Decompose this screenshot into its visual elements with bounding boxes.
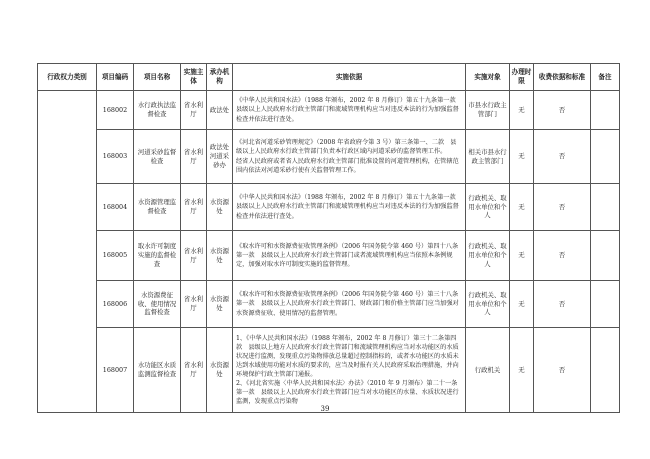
item-name: 河道采砂监督检查	[134, 130, 181, 184]
item-target: 相关市县水行政主管部门	[466, 130, 510, 184]
header-item-code: 项目编码	[97, 64, 134, 91]
item-target: 行政机关、取用水单位和个人	[466, 281, 510, 328]
item-name: 水行政执法监督检查	[134, 91, 181, 130]
header-note: 备注	[591, 64, 620, 91]
item-fee: 否	[534, 281, 591, 328]
item-code: 168003	[97, 130, 134, 184]
item-note	[591, 91, 620, 130]
header-basis: 实施依据	[233, 64, 466, 91]
item-note	[591, 231, 620, 281]
header-row	[38, 64, 620, 91]
item-name: 水资源费征收、使用情况监督检查	[134, 281, 181, 328]
item-basis: 《中华人民共和国水法》（1988 年颁布，2002 年 8 月修订）第五十九条第一款 县级以上人民政府水行政主管部门和流域管理机构应当对违反本法的行为加强监督检查并依法进行查处。	[233, 184, 466, 231]
item-note	[591, 281, 620, 328]
item-time-limit: 无	[510, 231, 534, 281]
item-fee: 否	[534, 184, 591, 231]
item-code: 168004	[97, 184, 134, 231]
item-time-limit: 无	[510, 328, 534, 413]
item-office: 水资源处	[207, 281, 233, 328]
item-fee: 否	[534, 130, 591, 184]
header-fee: 收费依据和标准	[534, 64, 591, 91]
item-office: 政法处河道采砂办	[207, 130, 233, 184]
header-item-name: 项目名称	[134, 64, 181, 91]
item-time-limit: 无	[510, 281, 534, 328]
item-fee: 否	[534, 91, 591, 130]
header-time-limit: 办理时限	[510, 64, 534, 91]
item-code: 168005	[97, 231, 134, 281]
item-basis: 《河北省河道采砂管理规定》（2008 年省政府令第 3 号）第三条第一、二款 县级以上人民政府水行政主管部门负责本行政区域内河道采砂的监督管理工作。 经省人民政府或者省人民政府水行政主管部门批准设置的河道管理机构，在管辖范围内依法对河道采砂行使有关监督管理工作。	[233, 130, 466, 184]
item-subject: 省水利厅	[181, 184, 207, 231]
item-office: 水资源处	[207, 184, 233, 231]
header-subject: 实施主体	[181, 64, 207, 91]
item-name: 水功能区水质监测监督检查	[134, 328, 181, 413]
item-name: 水资源管理监督检查	[134, 184, 181, 231]
power-category-cell	[38, 91, 97, 413]
page-number: 39	[320, 405, 330, 413]
table-row	[38, 91, 620, 130]
table-row	[38, 281, 620, 328]
item-time-limit: 无	[510, 184, 534, 231]
item-note	[591, 130, 620, 184]
table-row	[38, 231, 620, 281]
item-time-limit: 无	[510, 91, 534, 130]
item-subject: 省水利厅	[181, 91, 207, 130]
item-office: 政法处	[207, 91, 233, 130]
item-basis: 1、《中华人民共和国水法》（1988 年颁布，2002 年 8 月修订）第三十二条第四款 县级以上地方人民政府水行政主管部门和流域管理机构应当对水功能区的水质状况进行监测，发现重点污染物排放总量超过控制指标的，或者水功能区的水质未达到水域使用功能对水质的要求的，应当及时报有关人民政府采取治理措施，并向环境保护行政主管部门通报。 2、《河北省实施〈中华人民共和国水法〉办法》（2010 年 9 月颁布）第二十一条第一款 县级以上人民政府水行政主管部门应当对水功能区的水量、水质状况进行监测，发现重点污染物	[233, 328, 466, 413]
header-office: 承办机构	[207, 64, 233, 91]
item-target: 行政机关、取用水单位和个人	[466, 184, 510, 231]
item-code: 168007	[97, 328, 134, 413]
item-office: 水资源处	[207, 231, 233, 281]
table-row	[38, 184, 620, 231]
item-subject: 省水利厅	[181, 231, 207, 281]
power-list-table	[37, 63, 620, 413]
item-subject: 省水利厅	[181, 281, 207, 328]
item-target: 市县水行政主管部门	[466, 91, 510, 130]
item-office: 水资源处	[207, 328, 233, 413]
item-code: 168002	[97, 91, 134, 130]
item-fee: 否	[534, 231, 591, 281]
item-basis: 《取水许可和水资源费征收管理条例》（2006 年国务院令第 460 号）第三十八条第一款 县级以上人民政府水行政主管部门、财政部门和价格主管部门应当加强对水资源费征收、使用情况的监督管理。	[233, 281, 466, 328]
item-note	[591, 184, 620, 231]
header-target: 实施对象	[466, 64, 510, 91]
item-subject: 省水利厅	[181, 130, 207, 184]
item-basis: 《取水许可和水资源费征收管理条例》（2006 年国务院令第 460 号）第四十八条第一款 县级以上人民政府水行政主管部门或者流域管理机构应当依照本条例规定，加强对取水许可制度实施的监督管理。	[233, 231, 466, 281]
item-target: 行政机关、取用水单位和个人	[466, 231, 510, 281]
table-row	[38, 130, 620, 184]
item-target: 行政机关	[466, 328, 510, 413]
item-note	[591, 328, 620, 413]
item-fee: 否	[534, 328, 591, 413]
item-subject: 省水利厅	[181, 328, 207, 413]
item-time-limit: 无	[510, 130, 534, 184]
item-basis: 《中华人民共和国水法》（1988 年颁布，2002 年 8 月修订）第五十九条第一款 县级以上人民政府水行政主管部门和流域管理机构应当对违反本法的行为加强监督检查并依法进行查处。	[233, 91, 466, 130]
table-row	[38, 328, 620, 413]
header-power-category: 行政权力类别	[38, 64, 97, 91]
item-name: 取水许可制度实施的监督检查	[134, 231, 181, 281]
item-code: 168006	[97, 281, 134, 328]
